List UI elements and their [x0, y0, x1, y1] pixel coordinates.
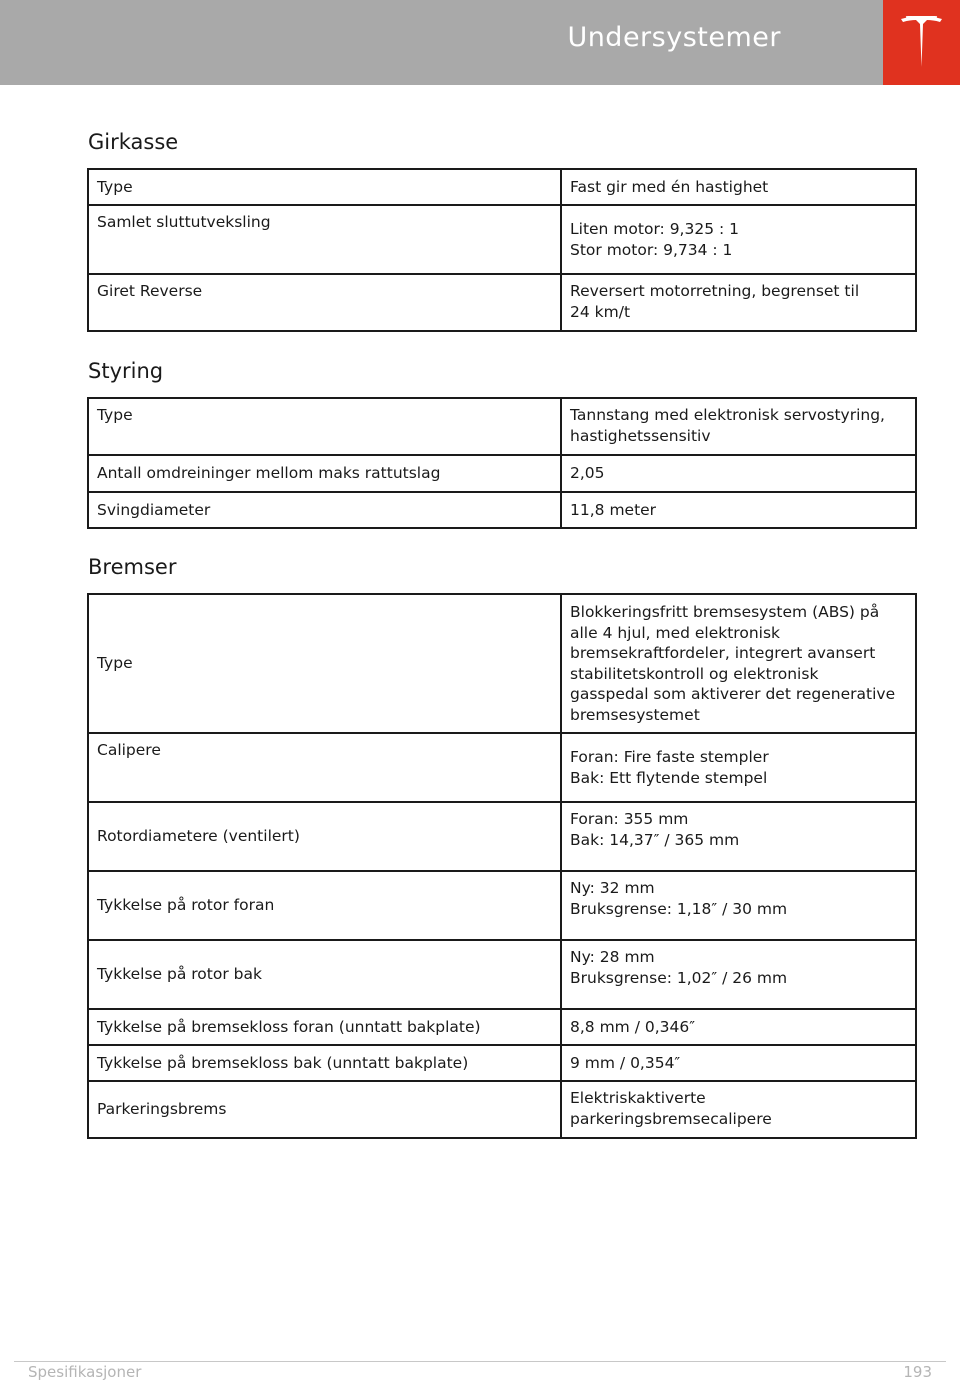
spec-value: Foran: 355 mm Bak: 14,37″ / 365 mm: [561, 802, 916, 871]
page-title: Undersystemer: [567, 22, 781, 53]
page-number: 193: [903, 1363, 932, 1381]
table-row: [88, 1081, 916, 1138]
spec-value: Ny: 32 mm Bruksgrense: 1,18″ / 30 mm: [561, 871, 916, 940]
brand-logo: [883, 0, 960, 85]
spec-value: Ny: 28 mm Bruksgrense: 1,02″ / 26 mm: [561, 940, 916, 1009]
table-row: [88, 940, 916, 1009]
table-row: [88, 492, 916, 528]
spec-key: Parkeringsbrems: [88, 1081, 561, 1138]
table-row: [88, 398, 916, 455]
spec-key: Tykkelse på rotor bak: [88, 940, 561, 1009]
spec-value: Fast gir med én hastighet: [561, 169, 916, 205]
bremser-table: [87, 593, 917, 1139]
spec-value: Blokkeringsfritt bremsesystem (ABS) på alle 4 hjul, med elektronisk bremsekraftfordeler, integrert avansert stabilitetskontroll og elektronisk gasspedal som aktiverer det regenerative bremsesystemet: [561, 594, 916, 733]
spec-key: Tykkelse på bremsekloss bak (unntatt bakplate): [88, 1045, 561, 1081]
footer-divider: [14, 1361, 946, 1362]
girkasse-table: [87, 168, 917, 332]
table-row: [88, 169, 916, 205]
section-title-bremser: Bremser: [88, 555, 177, 579]
spec-value: Reversert motorretning, begrenset til 24 km/t: [561, 274, 916, 331]
table-row: [88, 594, 916, 733]
spec-key: Samlet sluttutveksling: [88, 205, 561, 274]
spec-value: Tannstang med elektronisk servostyring, hastighetssensitiv: [561, 398, 916, 455]
table-row: [88, 205, 916, 274]
spec-key: Giret Reverse: [88, 274, 561, 331]
table-row: [88, 802, 916, 871]
table-row: [88, 1045, 916, 1081]
footer-section: Spesifikasjoner: [28, 1363, 142, 1381]
spec-value: 2,05: [561, 455, 916, 492]
spec-value: 8,8 mm / 0,346″: [561, 1009, 916, 1045]
section-title-styring: Styring: [88, 359, 164, 383]
tesla-logo-icon: [900, 16, 943, 68]
spec-value: Foran: Fire faste stempler Bak: Ett flytende stempel: [561, 733, 916, 802]
spec-key: Type: [88, 594, 561, 733]
table-row: [88, 1009, 916, 1045]
spec-key: Tykkelse på rotor foran: [88, 871, 561, 940]
spec-value: Liten motor: 9,325 : 1 Stor motor: 9,734 : 1: [561, 205, 916, 274]
table-row: [88, 274, 916, 331]
header-band: [0, 0, 883, 85]
spec-value: Elektriskaktiverte parkeringsbremsecalipere: [561, 1081, 916, 1138]
table-row: [88, 871, 916, 940]
spec-key: Rotordiametere (ventilert): [88, 802, 561, 871]
spec-key: Type: [88, 398, 561, 455]
table-row: [88, 455, 916, 492]
section-title-girkasse: Girkasse: [88, 130, 179, 154]
spec-key: Type: [88, 169, 561, 205]
table-row: [88, 733, 916, 802]
spec-value: 11,8 meter: [561, 492, 916, 528]
spec-value: 9 mm / 0,354″: [561, 1045, 916, 1081]
spec-key: Tykkelse på bremsekloss foran (unntatt bakplate): [88, 1009, 561, 1045]
spec-key: Antall omdreininger mellom maks rattutslag: [88, 455, 561, 492]
spec-key: Svingdiameter: [88, 492, 561, 528]
spec-key: Calipere: [88, 733, 561, 802]
styring-table: [87, 397, 917, 529]
